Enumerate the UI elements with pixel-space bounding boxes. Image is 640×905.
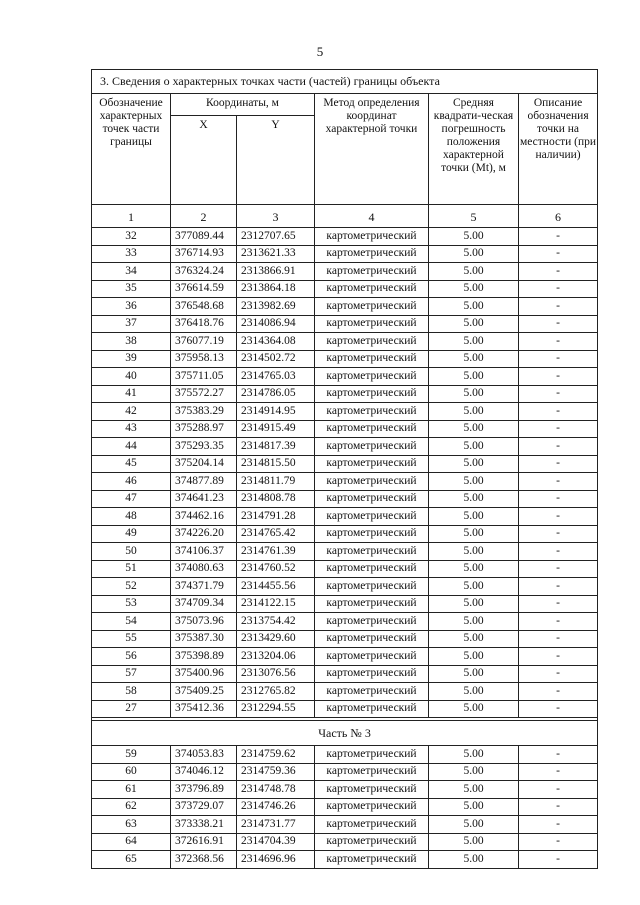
point-number-cell: 64 bbox=[92, 833, 171, 851]
page-number: 5 bbox=[316, 44, 324, 59]
table-row bbox=[92, 683, 598, 701]
table-row bbox=[92, 403, 598, 421]
point-number-cell: 56 bbox=[92, 648, 171, 666]
point-number-cell: 39 bbox=[92, 350, 171, 368]
point-number-cell: 47 bbox=[92, 490, 171, 508]
error-cell: 5.00 bbox=[429, 648, 519, 666]
table-row bbox=[92, 420, 598, 438]
point-number-cell: 60 bbox=[92, 763, 171, 781]
rows-part-b bbox=[92, 746, 598, 869]
table-row bbox=[92, 578, 598, 596]
method-cell: картометрический bbox=[315, 798, 429, 816]
description-cell: - bbox=[519, 490, 598, 508]
point-number-cell: 48 bbox=[92, 508, 171, 526]
error-cell: 5.00 bbox=[429, 851, 519, 869]
point-number-cell: 44 bbox=[92, 438, 171, 456]
x-coordinate-cell: 374053.83 bbox=[171, 746, 237, 764]
error-cell: 5.00 bbox=[429, 298, 519, 316]
description-cell: - bbox=[519, 851, 598, 869]
method-cell: картометрический bbox=[315, 683, 429, 701]
point-number-cell: 41 bbox=[92, 385, 171, 403]
error-cell: 5.00 bbox=[429, 245, 519, 263]
x-coordinate-cell: 374106.37 bbox=[171, 543, 237, 561]
method-cell: картометрический bbox=[315, 816, 429, 834]
method-cell: картометрический bbox=[315, 851, 429, 869]
x-coordinate-cell: 374641.23 bbox=[171, 490, 237, 508]
header-coords: Координаты, м bbox=[171, 94, 315, 116]
y-coordinate-cell: 2314765.03 bbox=[237, 368, 315, 386]
description-cell: - bbox=[519, 455, 598, 473]
error-cell: 5.00 bbox=[429, 473, 519, 491]
boundary-points-table bbox=[91, 69, 598, 869]
table-row bbox=[92, 438, 598, 456]
table-row bbox=[92, 368, 598, 386]
y-coordinate-cell: 2313204.06 bbox=[237, 648, 315, 666]
y-coordinate-cell: 2314786.05 bbox=[237, 385, 315, 403]
point-number-cell: 61 bbox=[92, 781, 171, 799]
x-coordinate-cell: 375383.29 bbox=[171, 403, 237, 421]
x-coordinate-cell: 377089.44 bbox=[171, 228, 237, 246]
table-row bbox=[92, 245, 598, 263]
table-row bbox=[92, 648, 598, 666]
description-cell: - bbox=[519, 245, 598, 263]
error-cell: 5.00 bbox=[429, 781, 519, 799]
header-error: Средняя квадрати-ческая погрешность положения характерной точки (Mt), м bbox=[429, 94, 519, 205]
description-cell: - bbox=[519, 228, 598, 246]
y-coordinate-cell: 2314455.56 bbox=[237, 578, 315, 596]
y-coordinate-cell: 2314915.49 bbox=[237, 420, 315, 438]
header-x: X bbox=[171, 116, 237, 205]
error-cell: 5.00 bbox=[429, 350, 519, 368]
method-cell: картометрический bbox=[315, 595, 429, 613]
point-number-cell: 53 bbox=[92, 595, 171, 613]
method-cell: картометрический bbox=[315, 648, 429, 666]
method-cell: картометрический bbox=[315, 420, 429, 438]
point-number-cell: 59 bbox=[92, 746, 171, 764]
error-cell: 5.00 bbox=[429, 455, 519, 473]
method-cell: картометрический bbox=[315, 350, 429, 368]
x-coordinate-cell: 374371.79 bbox=[171, 578, 237, 596]
method-cell: картометрический bbox=[315, 490, 429, 508]
part-row bbox=[92, 721, 598, 746]
point-number-cell: 33 bbox=[92, 245, 171, 263]
y-coordinate-cell: 2313621.33 bbox=[237, 245, 315, 263]
y-coordinate-cell: 2314765.42 bbox=[237, 525, 315, 543]
point-number-cell: 54 bbox=[92, 613, 171, 631]
method-cell: картометрический bbox=[315, 700, 429, 718]
point-number-cell: 51 bbox=[92, 560, 171, 578]
y-coordinate-cell: 2314914.95 bbox=[237, 403, 315, 421]
table-row bbox=[92, 298, 598, 316]
method-cell: картометрический bbox=[315, 763, 429, 781]
x-coordinate-cell: 373338.21 bbox=[171, 816, 237, 834]
x-coordinate-cell: 372368.56 bbox=[171, 851, 237, 869]
table-row bbox=[92, 595, 598, 613]
method-cell: картометрический bbox=[315, 508, 429, 526]
method-cell: картометрический bbox=[315, 746, 429, 764]
x-coordinate-cell: 375572.27 bbox=[171, 385, 237, 403]
error-cell: 5.00 bbox=[429, 833, 519, 851]
error-cell: 5.00 bbox=[429, 508, 519, 526]
method-cell: картометрический bbox=[315, 245, 429, 263]
point-number-cell: 55 bbox=[92, 630, 171, 648]
point-number-cell: 65 bbox=[92, 851, 171, 869]
y-coordinate-cell: 2313754.42 bbox=[237, 613, 315, 631]
x-coordinate-cell: 375387.30 bbox=[171, 630, 237, 648]
method-cell: картометрический bbox=[315, 438, 429, 456]
table-row bbox=[92, 263, 598, 281]
column-numbers-row bbox=[92, 205, 598, 228]
point-number-cell: 35 bbox=[92, 280, 171, 298]
column-number: 5 bbox=[429, 205, 519, 228]
error-cell: 5.00 bbox=[429, 385, 519, 403]
method-cell: картометрический bbox=[315, 781, 429, 799]
table-row bbox=[92, 473, 598, 491]
x-coordinate-cell: 375288.97 bbox=[171, 420, 237, 438]
error-cell: 5.00 bbox=[429, 613, 519, 631]
description-cell: - bbox=[519, 648, 598, 666]
description-cell: - bbox=[519, 403, 598, 421]
method-cell: картометрический bbox=[315, 560, 429, 578]
y-coordinate-cell: 2312765.82 bbox=[237, 683, 315, 701]
y-coordinate-cell: 2314086.94 bbox=[237, 315, 315, 333]
x-coordinate-cell: 372616.91 bbox=[171, 833, 237, 851]
table-row bbox=[92, 315, 598, 333]
description-cell: - bbox=[519, 613, 598, 631]
header-point: Обозначение характерных точек части границы bbox=[92, 94, 171, 205]
y-coordinate-cell: 2314502.72 bbox=[237, 350, 315, 368]
method-cell: картометрический bbox=[315, 525, 429, 543]
y-coordinate-cell: 2314748.78 bbox=[237, 781, 315, 799]
method-cell: картометрический bbox=[315, 263, 429, 281]
y-coordinate-cell: 2314815.50 bbox=[237, 455, 315, 473]
point-number-cell: 45 bbox=[92, 455, 171, 473]
description-cell: - bbox=[519, 368, 598, 386]
error-cell: 5.00 bbox=[429, 763, 519, 781]
table-row bbox=[92, 333, 598, 351]
table-row bbox=[92, 781, 598, 799]
method-cell: картометрический bbox=[315, 833, 429, 851]
table-row bbox=[92, 385, 598, 403]
x-coordinate-cell: 374462.16 bbox=[171, 508, 237, 526]
point-number-cell: 38 bbox=[92, 333, 171, 351]
error-cell: 5.00 bbox=[429, 315, 519, 333]
point-number-cell: 42 bbox=[92, 403, 171, 421]
method-cell: картометрический bbox=[315, 385, 429, 403]
error-cell: 5.00 bbox=[429, 798, 519, 816]
y-coordinate-cell: 2313076.56 bbox=[237, 665, 315, 683]
point-number-cell: 37 bbox=[92, 315, 171, 333]
description-cell: - bbox=[519, 315, 598, 333]
y-coordinate-cell: 2312294.55 bbox=[237, 700, 315, 718]
description-cell: - bbox=[519, 595, 598, 613]
header-y: Y bbox=[237, 116, 315, 205]
x-coordinate-cell: 375400.96 bbox=[171, 665, 237, 683]
x-coordinate-cell: 375073.96 bbox=[171, 613, 237, 631]
description-cell: - bbox=[519, 438, 598, 456]
error-cell: 5.00 bbox=[429, 228, 519, 246]
y-coordinate-cell: 2313429.60 bbox=[237, 630, 315, 648]
column-number: 4 bbox=[315, 205, 429, 228]
description-cell: - bbox=[519, 665, 598, 683]
error-cell: 5.00 bbox=[429, 683, 519, 701]
description-cell: - bbox=[519, 798, 598, 816]
description-cell: - bbox=[519, 833, 598, 851]
method-cell: картометрический bbox=[315, 333, 429, 351]
x-coordinate-cell: 376714.93 bbox=[171, 245, 237, 263]
table-row bbox=[92, 630, 598, 648]
y-coordinate-cell: 2313864.18 bbox=[237, 280, 315, 298]
rows-part-a bbox=[92, 228, 598, 718]
error-cell: 5.00 bbox=[429, 490, 519, 508]
description-cell: - bbox=[519, 350, 598, 368]
error-cell: 5.00 bbox=[429, 525, 519, 543]
y-coordinate-cell: 2314817.39 bbox=[237, 438, 315, 456]
y-coordinate-cell: 2314808.78 bbox=[237, 490, 315, 508]
description-cell: - bbox=[519, 473, 598, 491]
y-coordinate-cell: 2314811.79 bbox=[237, 473, 315, 491]
x-coordinate-cell: 374709.34 bbox=[171, 595, 237, 613]
x-coordinate-cell: 375409.25 bbox=[171, 683, 237, 701]
error-cell: 5.00 bbox=[429, 560, 519, 578]
table-row bbox=[92, 543, 598, 561]
header-row bbox=[92, 94, 598, 116]
x-coordinate-cell: 374226.20 bbox=[171, 525, 237, 543]
x-coordinate-cell: 375398.89 bbox=[171, 648, 237, 666]
method-cell: картометрический bbox=[315, 543, 429, 561]
method-cell: картометрический bbox=[315, 315, 429, 333]
y-coordinate-cell: 2314791.28 bbox=[237, 508, 315, 526]
y-coordinate-cell: 2314759.62 bbox=[237, 746, 315, 764]
error-cell: 5.00 bbox=[429, 595, 519, 613]
table-row bbox=[92, 798, 598, 816]
method-cell: картометрический bbox=[315, 455, 429, 473]
y-coordinate-cell: 2314696.96 bbox=[237, 851, 315, 869]
description-cell: - bbox=[519, 781, 598, 799]
point-number-cell: 52 bbox=[92, 578, 171, 596]
column-number: 1 bbox=[92, 205, 171, 228]
x-coordinate-cell: 374877.89 bbox=[171, 473, 237, 491]
method-cell: картометрический bbox=[315, 298, 429, 316]
table-row bbox=[92, 613, 598, 631]
point-number-cell: 63 bbox=[92, 816, 171, 834]
x-coordinate-cell: 376614.59 bbox=[171, 280, 237, 298]
y-coordinate-cell: 2313866.91 bbox=[237, 263, 315, 281]
method-cell: картометрический bbox=[315, 228, 429, 246]
x-coordinate-cell: 374046.12 bbox=[171, 763, 237, 781]
description-cell: - bbox=[519, 525, 598, 543]
x-coordinate-cell: 374080.63 bbox=[171, 560, 237, 578]
method-cell: картометрический bbox=[315, 613, 429, 631]
column-number: 2 bbox=[171, 205, 237, 228]
description-cell: - bbox=[519, 746, 598, 764]
header-desc: Описание обозначения точки на местности (при наличии) bbox=[519, 94, 598, 205]
table-row bbox=[92, 350, 598, 368]
point-number-cell: 49 bbox=[92, 525, 171, 543]
section-title-row bbox=[92, 70, 598, 94]
table-row bbox=[92, 746, 598, 764]
error-cell: 5.00 bbox=[429, 816, 519, 834]
point-number-cell: 58 bbox=[92, 683, 171, 701]
error-cell: 5.00 bbox=[429, 420, 519, 438]
error-cell: 5.00 bbox=[429, 403, 519, 421]
x-coordinate-cell: 375293.35 bbox=[171, 438, 237, 456]
table-row bbox=[92, 455, 598, 473]
y-coordinate-cell: 2314731.77 bbox=[237, 816, 315, 834]
table-row bbox=[92, 508, 598, 526]
y-coordinate-cell: 2314746.26 bbox=[237, 798, 315, 816]
x-coordinate-cell: 376077.19 bbox=[171, 333, 237, 351]
y-coordinate-cell: 2314122.15 bbox=[237, 595, 315, 613]
y-coordinate-cell: 2314760.52 bbox=[237, 560, 315, 578]
x-coordinate-cell: 376548.68 bbox=[171, 298, 237, 316]
table-row bbox=[92, 228, 598, 246]
point-number-cell: 50 bbox=[92, 543, 171, 561]
section-title: 3. Сведения о характерных точках части (частей) границы объекта bbox=[92, 70, 598, 94]
y-coordinate-cell: 2312707.65 bbox=[237, 228, 315, 246]
description-cell: - bbox=[519, 578, 598, 596]
description-cell: - bbox=[519, 280, 598, 298]
x-coordinate-cell: 375412.36 bbox=[171, 700, 237, 718]
description-cell: - bbox=[519, 816, 598, 834]
point-number-cell: 43 bbox=[92, 420, 171, 438]
table-row bbox=[92, 851, 598, 869]
description-cell: - bbox=[519, 560, 598, 578]
table-row bbox=[92, 490, 598, 508]
part-label: Часть № 3 bbox=[92, 721, 598, 746]
error-cell: 5.00 bbox=[429, 368, 519, 386]
table-row bbox=[92, 665, 598, 683]
error-cell: 5.00 bbox=[429, 665, 519, 683]
point-number-cell: 32 bbox=[92, 228, 171, 246]
description-cell: - bbox=[519, 385, 598, 403]
point-number-cell: 57 bbox=[92, 665, 171, 683]
column-number: 6 bbox=[519, 205, 598, 228]
description-cell: - bbox=[519, 700, 598, 718]
description-cell: - bbox=[519, 508, 598, 526]
y-coordinate-cell: 2314761.39 bbox=[237, 543, 315, 561]
y-coordinate-cell: 2314364.08 bbox=[237, 333, 315, 351]
x-coordinate-cell: 373729.07 bbox=[171, 798, 237, 816]
point-number-cell: 34 bbox=[92, 263, 171, 281]
method-cell: картометрический bbox=[315, 280, 429, 298]
method-cell: картометрический bbox=[315, 473, 429, 491]
y-coordinate-cell: 2314704.39 bbox=[237, 833, 315, 851]
description-cell: - bbox=[519, 543, 598, 561]
description-cell: - bbox=[519, 263, 598, 281]
method-cell: картометрический bbox=[315, 403, 429, 421]
point-number-cell: 36 bbox=[92, 298, 171, 316]
x-coordinate-cell: 375958.13 bbox=[171, 350, 237, 368]
table-row bbox=[92, 833, 598, 851]
description-cell: - bbox=[519, 420, 598, 438]
error-cell: 5.00 bbox=[429, 333, 519, 351]
x-coordinate-cell: 376418.76 bbox=[171, 315, 237, 333]
point-number-cell: 62 bbox=[92, 798, 171, 816]
table-row bbox=[92, 280, 598, 298]
header-method: Метод определения координат характерной точки bbox=[315, 94, 429, 205]
error-cell: 5.00 bbox=[429, 438, 519, 456]
point-number-cell: 40 bbox=[92, 368, 171, 386]
x-coordinate-cell: 376324.24 bbox=[171, 263, 237, 281]
point-number-cell: 46 bbox=[92, 473, 171, 491]
error-cell: 5.00 bbox=[429, 543, 519, 561]
error-cell: 5.00 bbox=[429, 700, 519, 718]
x-coordinate-cell: 373796.89 bbox=[171, 781, 237, 799]
method-cell: картометрический bbox=[315, 630, 429, 648]
column-number: 3 bbox=[237, 205, 315, 228]
description-cell: - bbox=[519, 298, 598, 316]
method-cell: картометрический bbox=[315, 665, 429, 683]
y-coordinate-cell: 2313982.69 bbox=[237, 298, 315, 316]
method-cell: картометрический bbox=[315, 578, 429, 596]
method-cell: картометрический bbox=[315, 368, 429, 386]
table-row bbox=[92, 525, 598, 543]
x-coordinate-cell: 375204.14 bbox=[171, 455, 237, 473]
table-row bbox=[92, 700, 598, 718]
description-cell: - bbox=[519, 333, 598, 351]
x-coordinate-cell: 375711.05 bbox=[171, 368, 237, 386]
boundary-points-table-container bbox=[91, 69, 597, 869]
error-cell: 5.00 bbox=[429, 280, 519, 298]
error-cell: 5.00 bbox=[429, 578, 519, 596]
description-cell: - bbox=[519, 683, 598, 701]
point-number-cell: 27 bbox=[92, 700, 171, 718]
description-cell: - bbox=[519, 763, 598, 781]
table-row bbox=[92, 816, 598, 834]
description-cell: - bbox=[519, 630, 598, 648]
y-coordinate-cell: 2314759.36 bbox=[237, 763, 315, 781]
error-cell: 5.00 bbox=[429, 630, 519, 648]
table-row bbox=[92, 763, 598, 781]
error-cell: 5.00 bbox=[429, 263, 519, 281]
table-row bbox=[92, 560, 598, 578]
error-cell: 5.00 bbox=[429, 746, 519, 764]
